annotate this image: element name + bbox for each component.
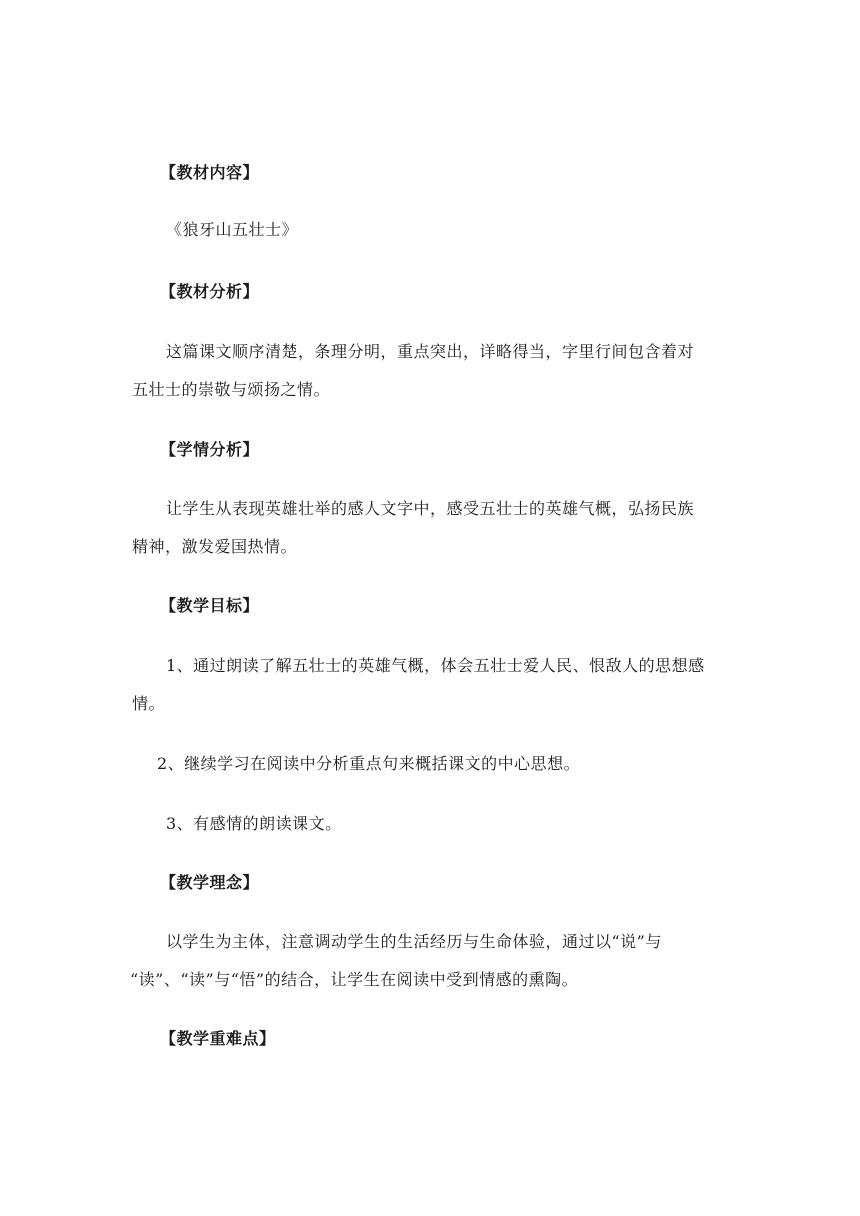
section-heading-analysis: 【教材分析】 <box>160 282 260 301</box>
section-heading-objectives: 【教学目标】 <box>160 596 260 615</box>
learner-line-1: 让学生从表现英雄壮举的感人文字中，感受五壮士的英雄气概，弘扬民族 <box>166 499 695 518</box>
section-heading-key-points: 【教学重难点】 <box>160 1029 276 1048</box>
section-heading-learner: 【学情分析】 <box>160 440 260 459</box>
content-title: 《狼牙山五壮士》 <box>166 220 299 239</box>
section-heading-philosophy: 【教学理念】 <box>160 873 260 892</box>
objective-1-line-2: 情。 <box>132 694 166 713</box>
objective-1-line-1: 1、通过朗读了解五壮士的英雄气概，体会五壮士爱人民、恨敌人的思想感 <box>166 656 705 675</box>
objective-2: 2、继续学习在阅读中分析重点句来概括课文的中心思想。 <box>157 754 581 773</box>
objective-3: 3、有感情的朗读课文。 <box>166 814 342 833</box>
analysis-line-1: 这篇课文顺序清楚，条理分明，重点突出，详略得当，字里行间包含着对 <box>166 342 695 361</box>
section-heading-content: 【教材内容】 <box>160 163 260 182</box>
analysis-line-2: 五壮士的崇敬与颂扬之情。 <box>132 380 331 399</box>
philosophy-line-2: “读”、“读”与“悟”的结合，让学生在阅读中受到情感的熏陶。 <box>130 970 579 989</box>
learner-line-2: 精神，激发爱国热情。 <box>132 537 298 556</box>
philosophy-line-1: 以学生为主体，注意调动学生的生活经历与生命体验，通过以“说”与 <box>166 932 662 951</box>
